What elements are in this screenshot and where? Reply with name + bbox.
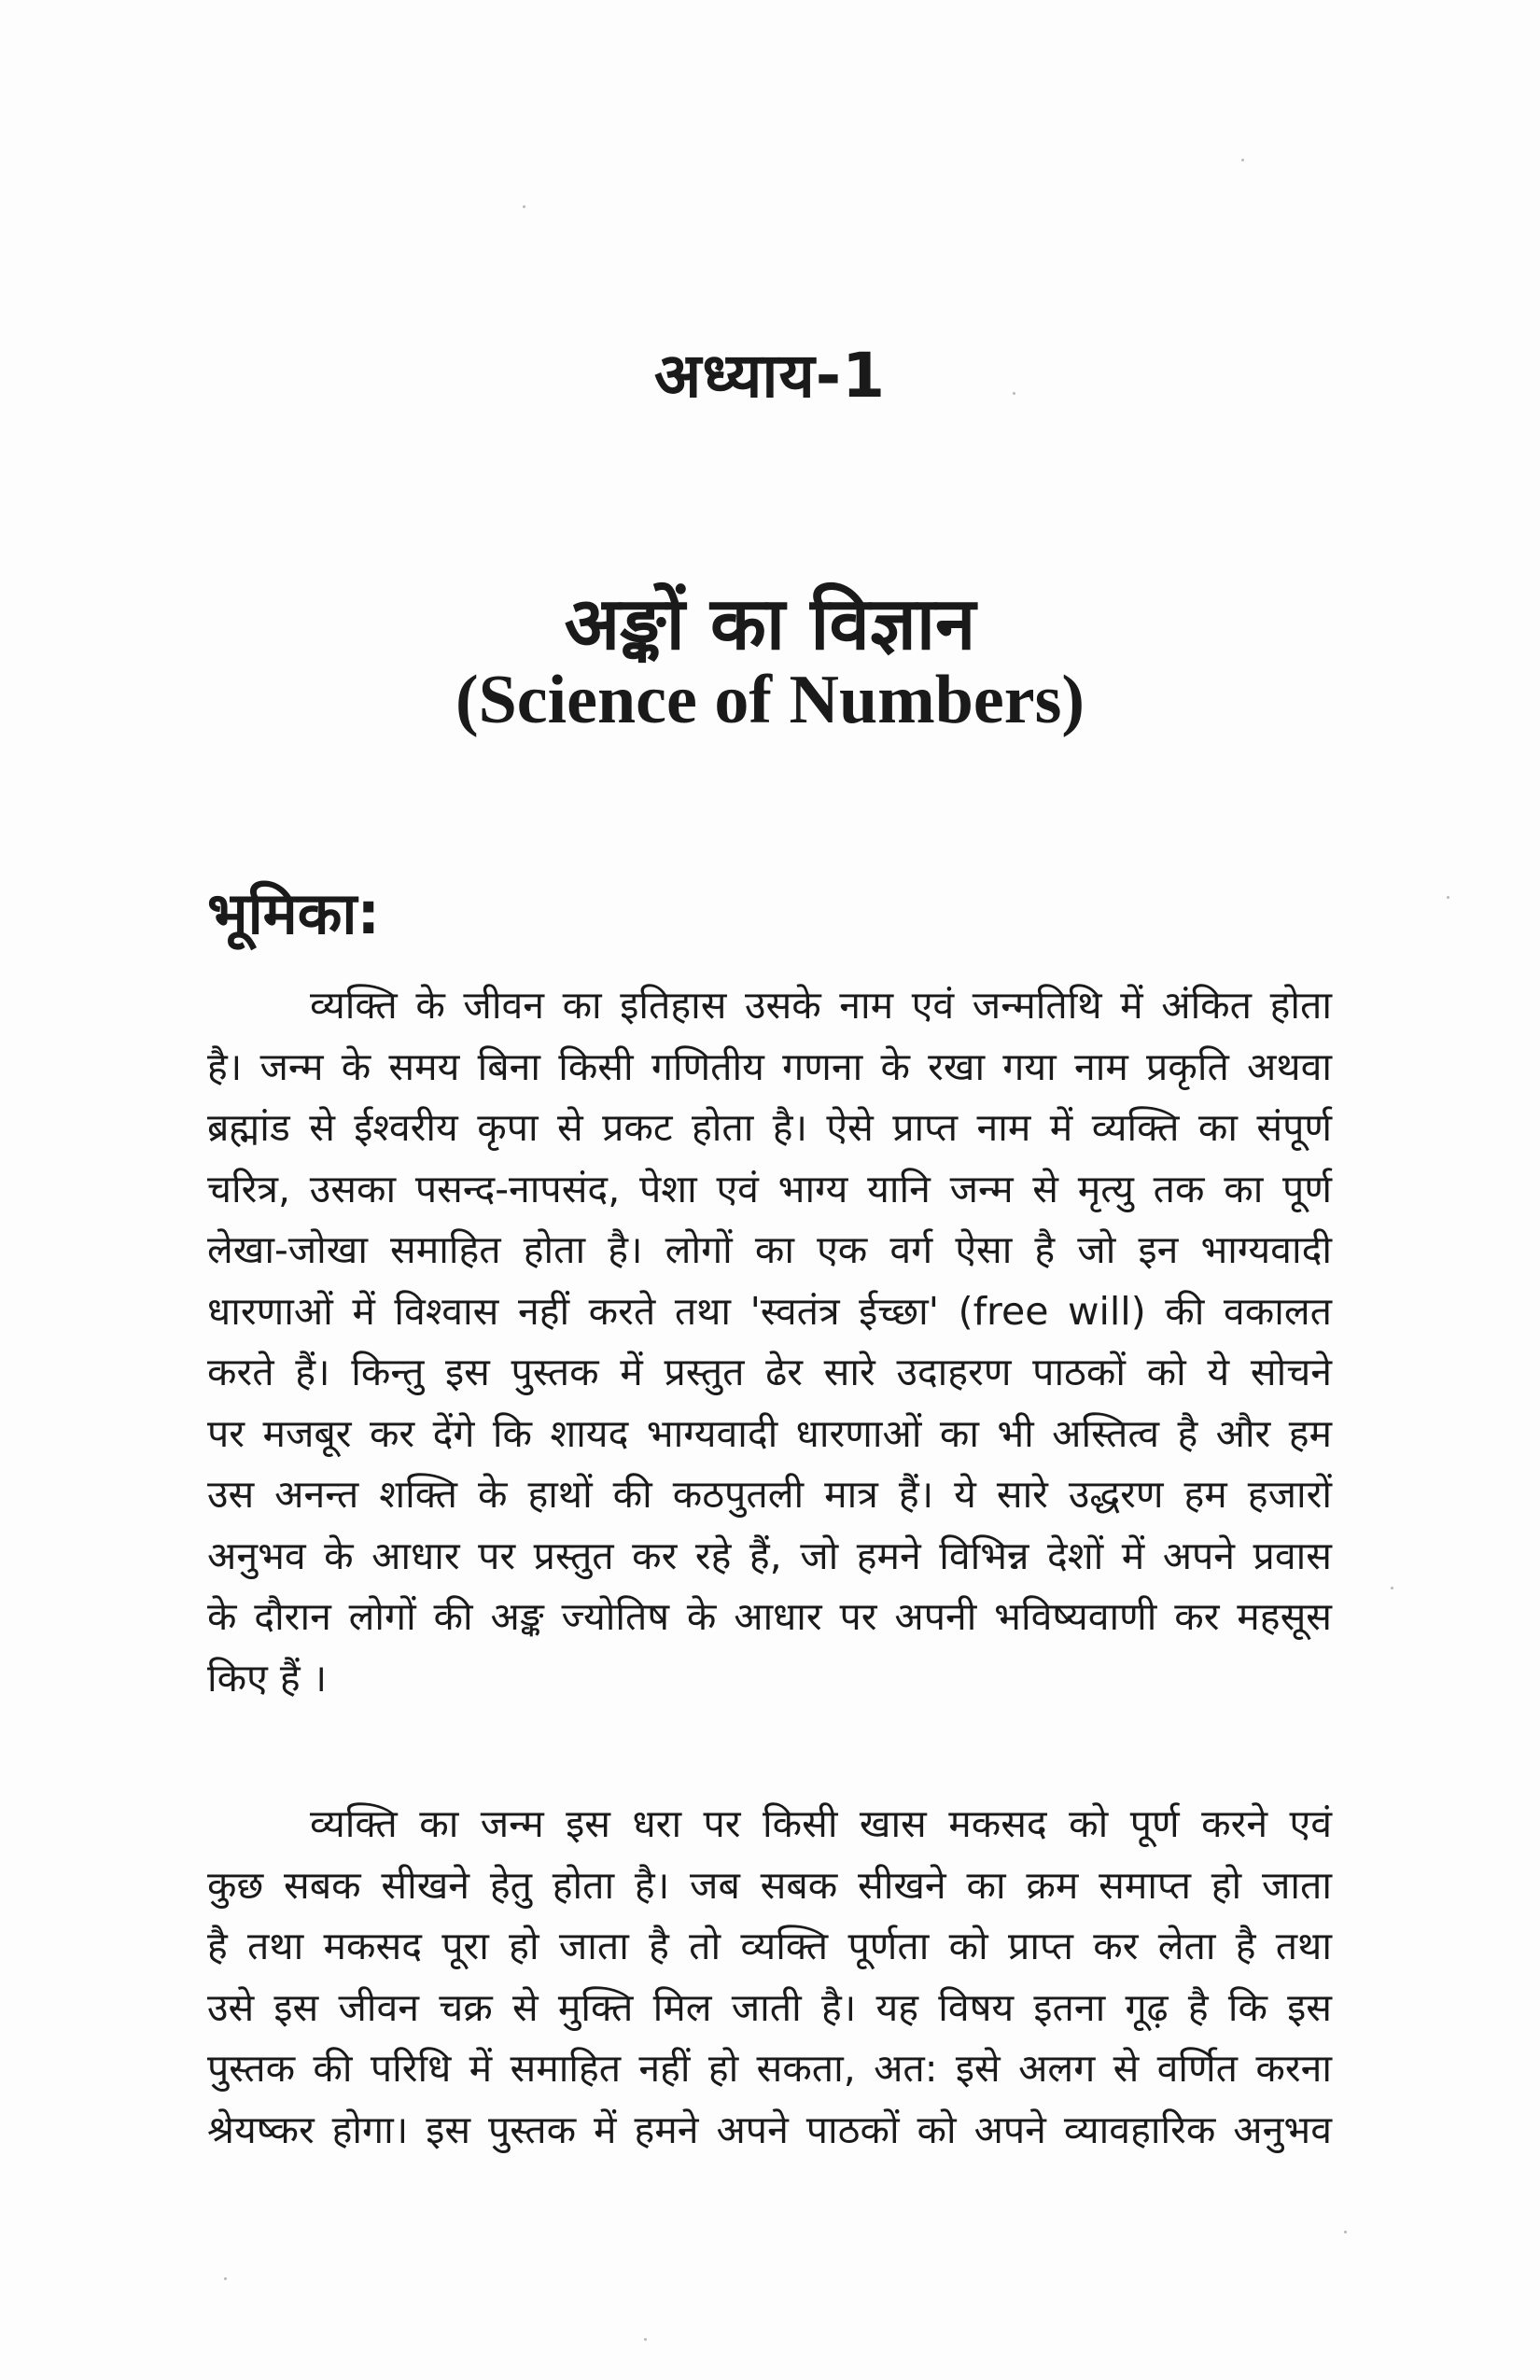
scan-speck [644, 2338, 647, 2341]
paragraph-line: के दौरान लोगों की अङ्क ज्योतिष के आधार पर अपनी भविष्यवाणी कर महसूस [207, 1594, 1332, 1639]
paragraph-line: लेखा-जोखा समाहित होता है। लोगों का एक वर्ग ऐसा है जो इन भाग्यवादी [207, 1227, 1332, 1272]
chapter-label: अध्याय-1 [653, 340, 887, 412]
scan-speck [1013, 392, 1015, 395]
paragraph-1 [207, 975, 1332, 1709]
scan-speck [1241, 159, 1244, 161]
scan-speck [1391, 1587, 1393, 1589]
paragraph-line: है। जन्म के समय बिना किसी गणितीय गणना के रखा गया नाम प्रकृति अथवा [207, 1043, 1332, 1089]
paragraph-line: धारणाओं में विश्वास नहीं करते तथा 'स्वतंत्र ईच्छा' (free will) की वकालत [207, 1288, 1332, 1334]
paragraph-line: है तथा मकसद पूरा हो जाता है तो व्यक्ति पूर्णता को प्राप्त कर लेता है तथा [207, 1924, 1332, 1968]
paragraph-2 [207, 1794, 1332, 2161]
paragraph-line: कुछ सबक सीखने हेतु होता है। जब सबक सीखने का क्रम समाप्त हो जाता [207, 1862, 1332, 1908]
paragraph-line: व्यक्ति के जीवन का इतिहास उसके नाम एवं जन्मतिथि में अंकित होता [310, 983, 1332, 1028]
section-heading: भूमिका: [207, 879, 381, 947]
paragraph-line: उस अनन्त शक्ति के हाथों की कठपुतली मात्र हैं। ये सारे उद्धरण हम हजारों [207, 1472, 1332, 1517]
paragraph-line: चरित्र, उसका पसन्द-नापसंद, पेशा एवं भाग्य यानि जन्म से मृत्यु तक का पूर्ण [207, 1166, 1332, 1211]
chapter-title-english: (Science of Numbers) [455, 662, 1085, 738]
paragraph-line: करते हैं। किन्तु इस पुस्तक में प्रस्तुत ढेर सारे उदाहरण पाठकों को ये सोचने [207, 1350, 1332, 1394]
scan-speck [1447, 896, 1449, 899]
paragraph-line: पर मजबूर कर देंगे कि शायद भाग्यवादी धारणाओं का भी अस्तित्व है और हम [207, 1410, 1332, 1456]
scan-speck [523, 205, 525, 208]
paragraph-line: पुस्तक की परिधि में समाहित नहीं हो सकता, अत: इसे अलग से वर्णित करना [207, 2046, 1332, 2091]
chapter-title-hindi: अङ्कों का विज्ञान [564, 582, 976, 666]
paragraph-line: व्यक्ति का जन्म इस धरा पर किसी खास मकसद को पूर्ण करने एवं [310, 1801, 1332, 1846]
paragraph-line: किए हैं । [207, 1655, 328, 1701]
paragraph-line: ब्रह्मांड से ईश्वरीय कृपा से प्रकट होता है। ऐसे प्राप्त नाम में व्यक्ति का संपूर्ण [207, 1105, 1332, 1150]
scan-speck [1344, 2231, 1347, 2233]
scan-speck [224, 2277, 227, 2280]
paragraph-line: अनुभव के आधार पर प्रस्तुत कर रहे हैं, जो हमने विभिन्न देशों में अपने प्रवास [207, 1533, 1332, 1578]
paragraph-line: उसे इस जीवन चक्र से मुक्ति मिल जाती है। यह विषय इतना गूढ़ है कि इस [207, 1984, 1332, 2030]
paragraph-line: श्रेयष्कर होगा। इस पुस्तक में हमने अपने पाठकों को अपने व्यावहारिक अनुभव [207, 2107, 1332, 2152]
